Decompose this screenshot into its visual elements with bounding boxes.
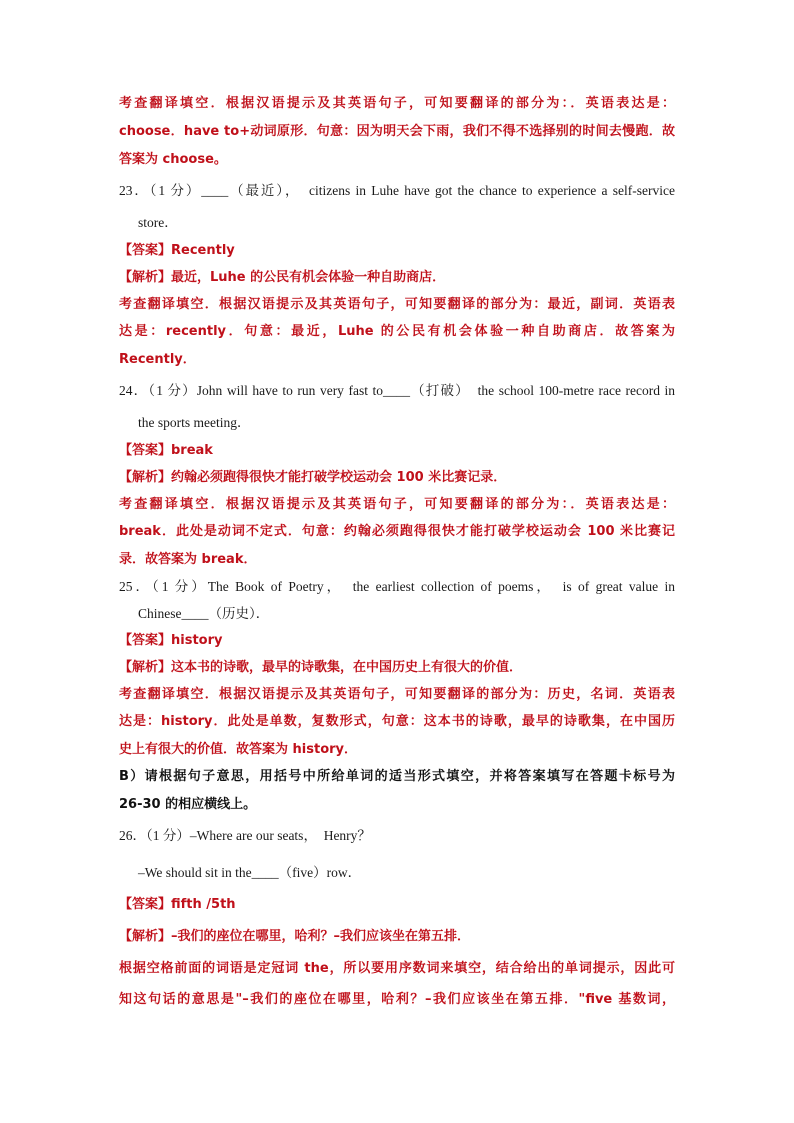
question-23: 23．（1 分）____（最近）， citizens in Luhe have got the chance to experience a self-service (119, 183, 675, 198)
explanation-23: 【解析】最近，Luhe 的公民有机会体验一种自助商店． (119, 270, 446, 285)
analysis-line: 达是：recently．句意：最近，Luhe 的公民有机会体验一种自助商店．故答案为 (119, 324, 675, 339)
analysis-line: 考查翻译填空．根据汉语提示及其英语句子，可知要翻译的部分为：历史，名词．英语表 (119, 687, 675, 702)
analysis-line: 答案为 choose。 (119, 152, 227, 167)
explanation-24: 【解析】约翰必须跑得很快才能打破学校运动会 100 米比赛记录． (119, 470, 507, 485)
analysis-line: choose．have to+动词原形．句意：因为明天会下雨，我们不得不选择别的时间去慢跑．故 (119, 124, 675, 139)
analysis-line: 考查翻译填空．根据汉语提示及其英语句子，可知要翻译的部分为：最近，副词．英语表 (119, 297, 675, 312)
question-25-cont: Chinese____（历史）． (138, 606, 270, 621)
question-26-cont: –We should sit in the____（five）row． (138, 865, 362, 880)
answer-24: 【答案】break (119, 443, 213, 458)
analysis-line: Recently． (119, 352, 196, 367)
question-24: 24．（1 分）John will have to run very fast to____（打破） the school 100-metre race record in (119, 383, 675, 398)
section-b-instruction-cont: 26-30 的相应横线上。 (119, 797, 257, 812)
explanation-26: 【解析】–我们的座位在哪里，哈利？–我们应该坐在第五排． (119, 929, 471, 944)
question-24-cont: the sports meeting． (138, 415, 251, 430)
analysis-line: 达是：history．此处是单数，复数形式，句意：这本书的诗歌，最早的诗歌集，在中国历 (119, 714, 675, 729)
analysis-line: 知这句话的意思是"–我们的座位在哪里，哈利？–我们应该坐在第五排．"five 基数词， (119, 992, 675, 1007)
analysis-line: 考查翻译填空．根据汉语提示及其英语句子，可知要翻译的部分为：．英语表达是： (119, 497, 675, 512)
analysis-line: break．此处是动词不定式．句意：约翰必须跑得很快才能打破学校运动会 100 米比赛记 (119, 524, 675, 539)
answer-25: 【答案】history (119, 633, 223, 648)
analysis-line: 录．故答案为 break． (119, 552, 257, 567)
analysis-line: 考查翻译填空．根据汉语提示及其英语句子，可知要翻译的部分为：．英语表达是： (119, 96, 675, 111)
analysis-line: 根据空格前面的词语是定冠词 the，所以要用序数词来填空，结合给出的单词提示，因此可 (119, 961, 675, 976)
explanation-25: 【解析】这本书的诗歌，最早的诗歌集，在中国历史上有很大的价值． (119, 660, 523, 675)
analysis-line: 史上有很大的价值．故答案为 history． (119, 742, 358, 757)
question-25: 25．（1 分）The Book of Poetry， the earliest collection of poems， is of great value in (119, 579, 675, 594)
answer-23: 【答案】Recently (119, 243, 235, 258)
answer-26: 【答案】fifth /5th (119, 897, 236, 912)
question-23-cont: store． (138, 215, 178, 230)
question-26: 26．（1 分）–Where are our seats， Henry？ (119, 828, 371, 843)
section-b-instruction: B）请根据句子意思，用括号中所给单词的适当形式填空，并将答案填写在答题卡标号为 (119, 769, 675, 784)
